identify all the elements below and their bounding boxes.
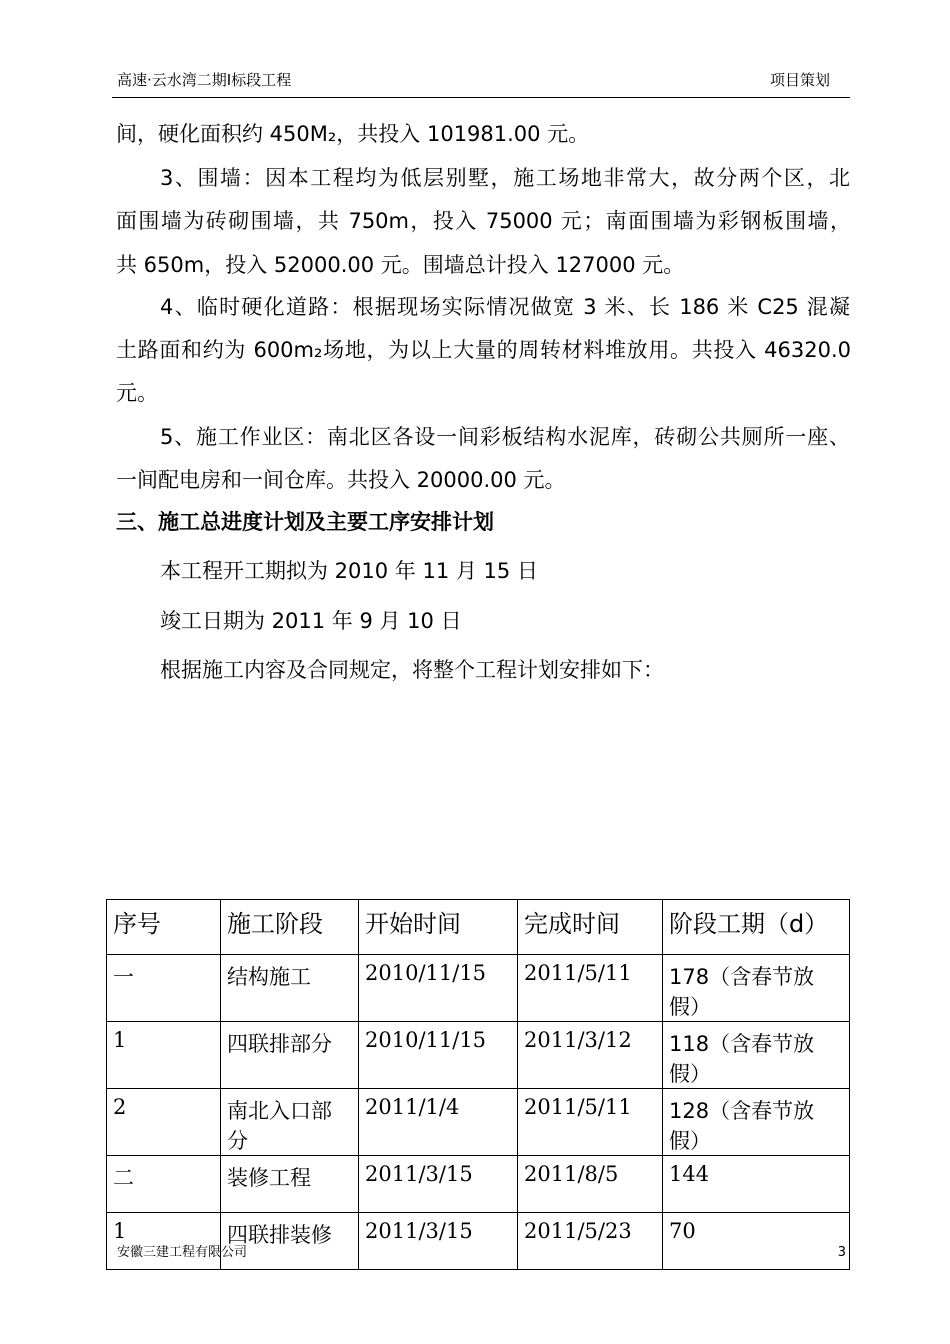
paragraph-line: 本工程开工期拟为 2010 年 11 月 15 日 (160, 559, 538, 583)
header-section-title: 项目策划 (769, 71, 830, 89)
header-divider (112, 97, 850, 98)
row-start: 2010/11/15 (359, 1022, 518, 1089)
header-cell: 开始时间 (359, 900, 518, 955)
paragraph-line: 一间配电房和一间仓库。共投入 20000.00 元。 (116, 468, 566, 492)
row-stage: 南北入口部分 (221, 1089, 359, 1156)
paragraph-line: 3、围墙：因本工程均为低层别墅，施工场地非常大，故分两个区，北 (160, 166, 850, 190)
paragraph-line: 共 650m，投入 52000.00 元。围墙总计投入 127000 元。 (116, 253, 685, 277)
paragraph-line: 元。 (116, 381, 158, 405)
row-start: 2011/3/15 (359, 1213, 518, 1270)
row-stage: 四联排装修 (221, 1213, 359, 1270)
header-cell: 施工阶段 (221, 900, 359, 955)
paragraph-line: 根据施工内容及合同规定，将整个工程计划安排如下： (160, 658, 664, 682)
row-duration: 118（含春节放假） (663, 1022, 850, 1089)
page-number: 3 (837, 1245, 846, 1260)
row-duration: 128（含春节放假） (663, 1089, 850, 1156)
row-end: 2011/3/12 (518, 1022, 663, 1089)
row-index: 1 (107, 1022, 221, 1089)
schedule-table (106, 899, 850, 1270)
header-cell: 完成时间 (518, 900, 663, 955)
row-end: 2011/8/5 (518, 1156, 663, 1213)
table-row (107, 1022, 850, 1089)
table-row (107, 955, 850, 1022)
row-start: 2011/1/4 (359, 1089, 518, 1156)
row-end: 2011/5/11 (518, 1089, 663, 1156)
header-project-title: 高速·云水湾二期Ⅰ标段工程 (117, 71, 292, 89)
row-index: 1 (107, 1213, 221, 1270)
paragraph-line: 间，硬化面积约 450M₂，共投入 101981.00 元。 (116, 122, 590, 146)
row-end: 2011/5/11 (518, 955, 663, 1022)
row-stage: 装修工程 (221, 1156, 359, 1213)
row-stage: 四联排部分 (221, 1022, 359, 1089)
header-cell: 序号 (107, 900, 221, 955)
row-duration: 70 (663, 1213, 850, 1270)
paragraph-line: 竣工日期为 2011 年 9 月 10 日 (160, 609, 462, 633)
header-cell: 阶段工期（d） (663, 900, 850, 955)
paragraph-line: 5、施工作业区：南北区各设一间彩板结构水泥库，砖砌公共厕所一座、 (160, 425, 850, 449)
table-row (107, 1089, 850, 1156)
row-index: 一 (107, 955, 221, 1022)
row-stage: 结构施工 (221, 955, 359, 1022)
table-row (107, 1156, 850, 1213)
row-index: 2 (107, 1089, 221, 1156)
paragraph-line: 土路面和约为 600m₂场地，为以上大量的周转材料堆放用。共投入 46320.0 (116, 338, 851, 362)
row-start: 2011/3/15 (359, 1156, 518, 1213)
paragraph-line: 4、临时硬化道路：根据现场实际情况做宽 3 米、长 186 米 C25 混凝 (160, 295, 850, 319)
table-header-row (107, 900, 850, 955)
footer-company: 安徽三建工程有限公司 (117, 1245, 248, 1260)
row-index: 二 (107, 1156, 221, 1213)
section-heading: 三、施工总进度计划及主要工序安排计划 (116, 510, 494, 534)
row-start: 2010/11/15 (359, 955, 518, 1022)
paragraph-line: 面围墙为砖砌围墙，共 750m，投入 75000 元；南面围墙为彩钢板围墙， (116, 209, 851, 233)
row-duration: 178（含春节放假） (663, 955, 850, 1022)
row-duration: 144 (663, 1156, 850, 1213)
row-end: 2011/5/23 (518, 1213, 663, 1270)
